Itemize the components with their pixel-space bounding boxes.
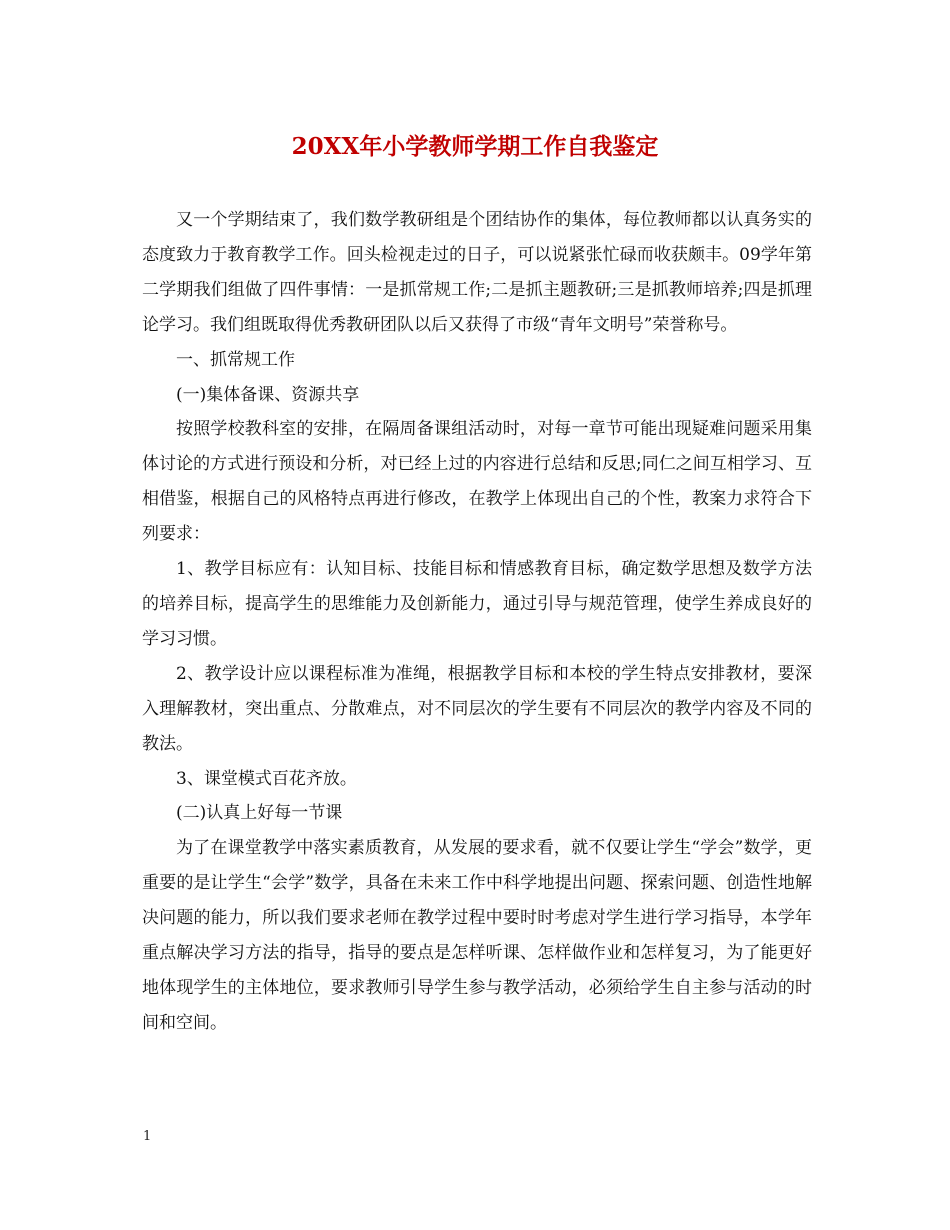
list-item-classroom-model: 3、课堂模式百花齐放。: [176, 768, 357, 789]
paragraph-collective-lesson-prep: 按照学校教科室的安排，在隔周备课组活动时，对每一章节可能出现疑难问题采用集体讨论的方式进行预设和分析，对已经上过的内容进行总结和反思;同仁之间互相学习、互相借鉴，根据自己的风格特点再进行修改，在教学上体现出自己的个性，教案力求符合下列要求：: [142, 419, 812, 545]
page-number: 1: [143, 1129, 152, 1144]
list-item-teaching-objectives: 1、教学目标应有：认知目标、技能目标和情感教育目标，确定数学思想及数学方法的培养目标，提高学生的思维能力及创新能力，通过引导与规范管理，使学生养成良好的学习习惯。: [142, 559, 812, 649]
document-body: [142, 203, 812, 1041]
page-title: 20XX年小学教师学期工作自我鉴定: [291, 133, 659, 160]
heading-subsection-1: (一)集体备课、资源共享: [176, 384, 360, 405]
heading-section-1: 一、抓常规工作: [176, 349, 295, 370]
paragraph-classroom-teaching: 为了在课堂教学中落实素质教育，从发展的要求看，就不仅要让学生“学会”数学，更重要的是让学生“会学”数学，具备在未来工作中科学地提出问题、探索问题、创造性地解决问题的能力，所以我们要求老师在教学过程中要时时考虑对学生进行学习指导，本学年重点解决学习方法的指导，指导的要点是怎样听课、怎样做作业和怎样复习，为了能更好地体现学生的主体地位，要求教师引导学生参与教学活动，必须给学生自主参与活动的时间和空间。: [142, 838, 812, 1033]
heading-subsection-2: (二)认真上好每一节课: [176, 803, 343, 824]
list-item-teaching-design: 2、教学设计应以课程标准为准绳，根据教学目标和本校的学生特点安排教材，要深入理解教材，突出重点、分散难点，对不同层次的学生要有不同层次的教学内容及不同的教法。: [142, 663, 812, 754]
paragraph-intro: 又一个学期结束了，我们数学教研组是个团结协作的集体，每位教师都以认真务实的态度致力于教育教学工作。回头检视走过的日子，可以说紧张忙碌而收获颇丰。09学年第二学期我们组做了四件事情：一是抓常规工作;二是抓主题教研;三是抓教师培养;四是抓理论学习。我们组既取得优秀教研团队以后又获得了市级“青年文明号”荣誉称号。: [142, 210, 812, 335]
